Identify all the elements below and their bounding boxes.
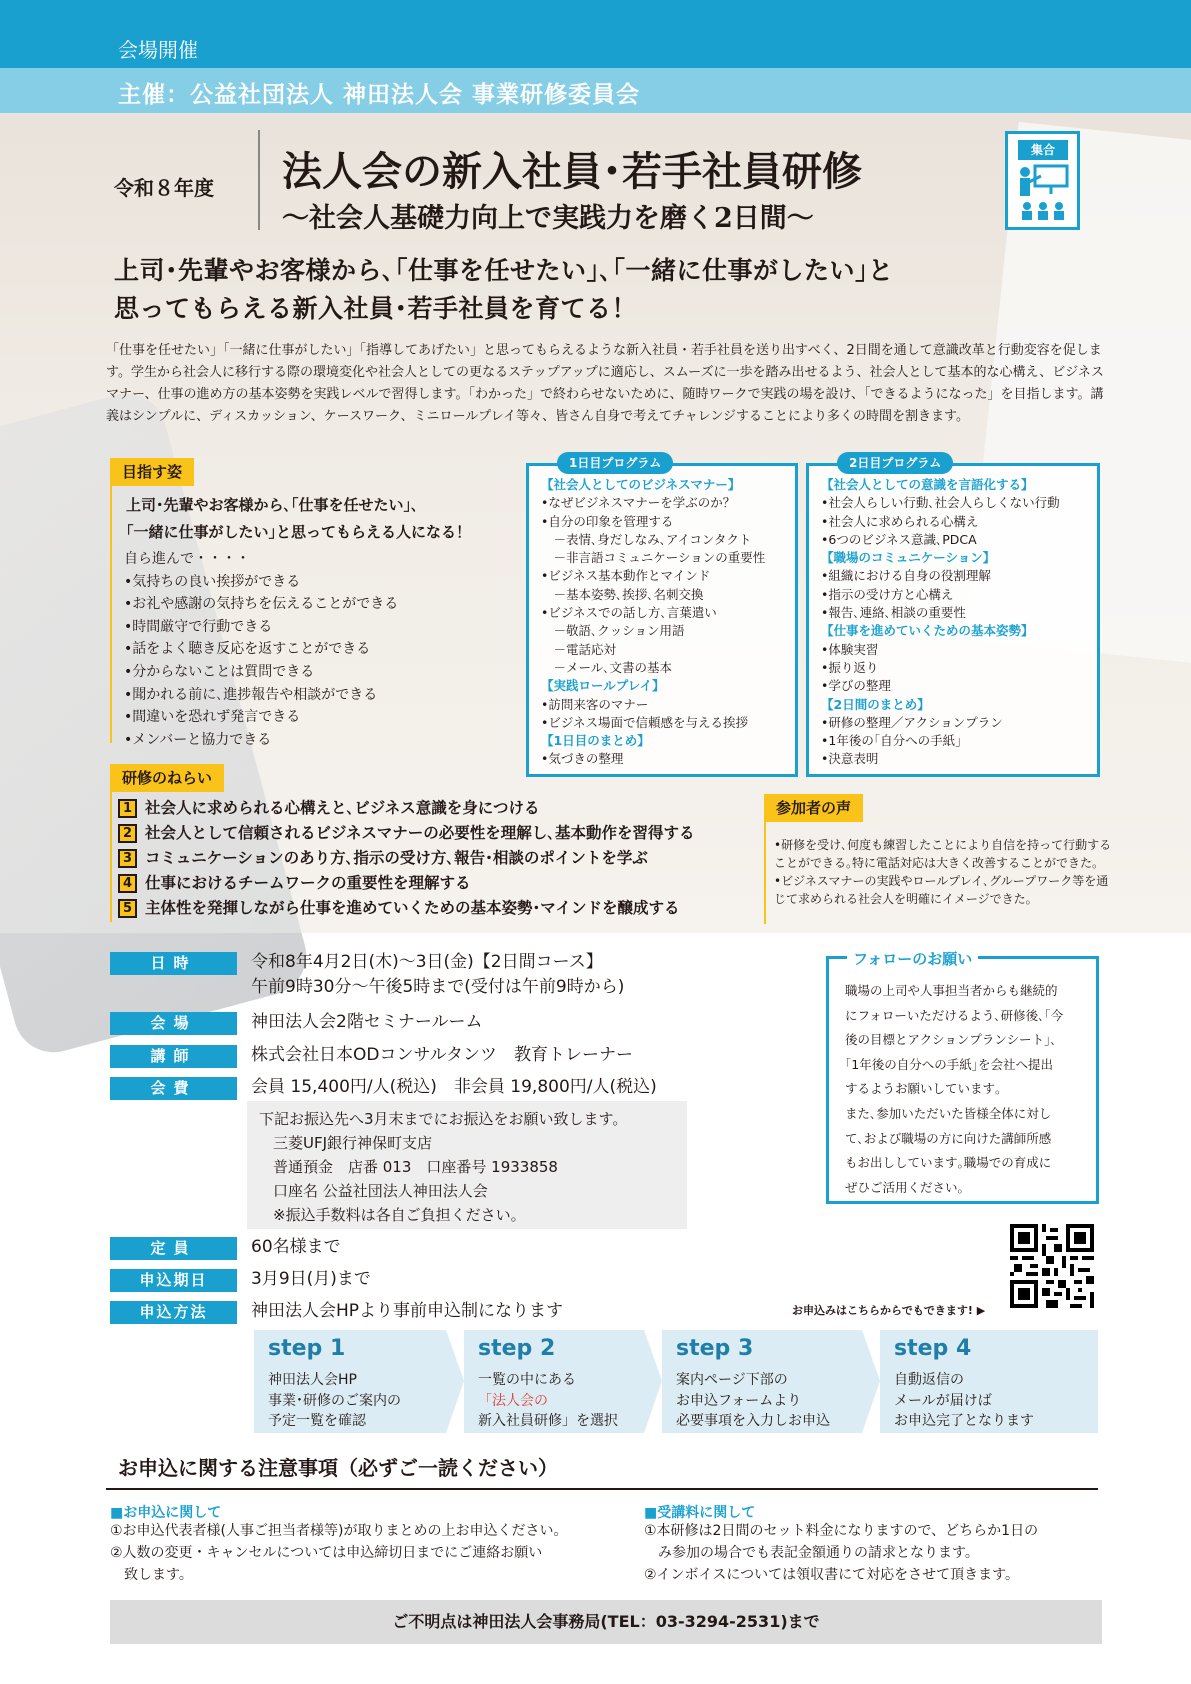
step-3: step 3 案内ページ下部の お申込フォームより 必要事項を入力しお申込 xyxy=(662,1330,862,1433)
page-subtitle: ～社会人基礎力向上で実践力を磨く2日間～ xyxy=(282,203,814,234)
program-item: •振り返り xyxy=(821,659,879,675)
goal-heading: 上司･先輩やお客様から､｢仕事を任せたい｣､ ｢一緒に仕事がしたい｣と思ってもらえる人になる！ xyxy=(126,496,472,541)
program-item: •指示の受け方と心構え xyxy=(821,586,954,602)
venue-label: 会場開催 xyxy=(118,38,198,62)
day2-program-box xyxy=(806,456,1100,777)
step-4: step 4 自動返信の メールが届けば お申込完了となります xyxy=(880,1330,1098,1433)
goal-list xyxy=(124,548,398,751)
voice-item: •ビジネスマナーの実践やロールプレイ､グループワーク等を通じて求められる社会人を明確にイメージできた｡ xyxy=(774,874,1109,906)
day1-list xyxy=(529,466,795,769)
contact-footer: ご不明点は神田法人会事務局(TEL：03-3294-2531)まで xyxy=(110,1600,1102,1644)
day2-tag: 2日目プログラム xyxy=(837,452,953,474)
program-item: •ビジネス基本動作とマインド xyxy=(541,568,711,584)
day2-list xyxy=(809,466,1097,769)
fee-label: 会費 xyxy=(110,1077,237,1100)
program-section-heading: 【職場のコミュニケーション】 xyxy=(821,550,996,566)
badge-label: 集合 xyxy=(1018,140,1068,160)
goal-item: •時間厳守で行動できる xyxy=(124,618,273,635)
program-item: •1年後の｢自分への手紙｣ xyxy=(821,733,962,749)
catch-copy: 上司･先輩やお客様から､｢仕事を任せたい｣､｢一緒に仕事がしたい｣と 思ってもらえる新入社員･若手社員を育てる！ xyxy=(114,256,894,323)
program-item: •社会人らしい行動､社会人らしくない行動 xyxy=(821,495,1060,511)
capacity-value: 60名様まで xyxy=(251,1237,341,1257)
goal-item: •気持ちの良い挨拶ができる xyxy=(124,573,301,590)
notes-left-body: ①お申込代表者様(人事ご担当者様等)が取りまとめの上お申込ください。 ②人数の変更・キャンセルについては申込締切日までにご連絡お願い 致します。 xyxy=(110,1523,568,1583)
aims-list xyxy=(118,796,694,921)
program-item: －非言語コミュニケーションの重要性 xyxy=(541,550,766,566)
step-1: step 1 神田法人会HP 事業･研修のご案内の 予定一覧を確認 xyxy=(254,1330,446,1433)
program-section-heading: 【実践ロールプレイ】 xyxy=(541,678,665,694)
notes-title: お申込に関する注意事項（必ずご一読ください） xyxy=(118,1456,558,1480)
seminar-icon xyxy=(1015,164,1071,222)
goal-item: •分からないことは質問できる xyxy=(124,663,315,680)
program-item: －メール､文書の基本 xyxy=(541,659,673,675)
top-bar xyxy=(0,0,1191,68)
program-item: •学びの整理 xyxy=(821,678,891,694)
program-item: •6つのビジネス意識､PDCA xyxy=(821,531,977,547)
qr-code[interactable] xyxy=(1010,1224,1094,1308)
step-2: step 2 一覧の中にある 「法人会の 新入社員研修」を選択 xyxy=(464,1330,644,1433)
follow-request-box: フォローのお願い 職場の上司や人事担当者からも継続的 にフォローいただけるよう､研修後､｢今 後の目標とアクションプランシート｣､ ｢1年後の自分への手紙｣を会社へ提出 するようお願いしています｡ また､参加いただいた皆様全体に対し て､および職場の方に向けた講師所感 もお出ししています｡職場での育成に ぜひご活用ください｡ xyxy=(826,956,1099,1204)
voice-tag: 参加者の声 xyxy=(764,794,863,822)
goal-tag: 目指す姿 xyxy=(110,458,194,486)
lecturer-value: 株式会社日本ODコンサルタンツ 教育トレーナー xyxy=(251,1045,633,1065)
notes-right-heading: ■受講料に関して xyxy=(644,1505,756,1521)
program-section-heading: 【2日間のまとめ】 xyxy=(821,696,930,712)
program-item: －基本姿勢､挨拶､名刺交換 xyxy=(541,586,704,602)
intro-paragraph: 「仕事を任せたい」「一緒に仕事がしたい」「指導してあげたい」と思ってもらえるような新入社員・若手社員を送り出すべく、2日間を通して意識改革と行動変容を促します。学生から社会人に移行する際の環境変化や社会人としての更なるステップアップに適応し、スムーズに一歩を踏み出せるよう、社会人として基本的な心構え、ビジネスマナー、仕事の進め方の基本姿勢を実践レベルで習得します。「わかった」で終わらせないために、随時ワークで実践の場を設け、「できるようになった」を目指します。講義はシンプルに、ディスカッション、ケースワーク、ミニロールプレイ等々、皆さん自身で考えてチャレンジすることにより多くの時間を割きます。 xyxy=(106,343,1104,424)
program-item: •気づきの整理 xyxy=(541,751,624,767)
method-value: 神田法人会HPより事前申込制になります xyxy=(251,1301,564,1321)
program-item: •自分の印象を管理する xyxy=(541,513,674,529)
aims-tag: 研修のねらい xyxy=(110,764,224,792)
aim-item: 4 仕事におけるチームワークの重要性を理解する xyxy=(118,871,694,896)
program-item: •ビジネスでの話し方､言葉遣い xyxy=(541,605,717,621)
program-item: •報告､連絡､相談の重要性 xyxy=(821,605,966,621)
notes-left-heading: ■お申込に関して xyxy=(110,1505,222,1521)
divider xyxy=(106,1488,1098,1490)
program-item: •なぜビジネスマナーを学ぶのか？ xyxy=(541,495,736,511)
deadline-value: 3月9日(月)まで xyxy=(251,1269,371,1289)
program-item: •社会人に求められる心構え xyxy=(821,513,979,529)
day1-program-box xyxy=(526,456,798,777)
goal-item: •話をよく聴き反応を返すことができる xyxy=(124,641,371,658)
program-item: •決意表明 xyxy=(821,751,879,767)
follow-title: フォローのお願い xyxy=(847,947,978,972)
organizer-bar xyxy=(0,68,1191,113)
goal-item: •聞かれる前に､進捗報告や相談ができる xyxy=(124,686,378,703)
program-section-heading: 【仕事を進めていくための基本姿勢】 xyxy=(821,623,1034,639)
program-item: •ビジネス場面で信頼感を与える挨拶 xyxy=(541,714,748,730)
program-item: •研修の整理／アクションプラン xyxy=(821,714,1003,730)
program-section-heading: 【1日目のまとめ】 xyxy=(541,733,650,749)
program-section-heading: 【社会人としての意識を言語化する】 xyxy=(821,477,1034,492)
bank-transfer-box: 下記お振込先へ3月末までにお振込をお願い致します。 三菱UFJ銀行神保町支店 普通預金 店番 013 口座番号 1933858 口座名 公益社団法人神田法人会 ※振込手数料は各自ご負担ください。 xyxy=(247,1101,687,1229)
capacity-label: 定員 xyxy=(110,1237,237,1260)
program-item: －表情､身だしなみ､アイコンタクト xyxy=(541,531,752,547)
voice-item: •研修を受け､何度も練習したことにより自信を持って行動することができる｡特に電話対応は大きく改善することができた｡ xyxy=(774,838,1112,870)
page-title: 法人会の新入社員･若手社員研修 xyxy=(282,148,862,195)
aim-item: 1 社会人に求められる心構えと､ビジネス意識を身につける xyxy=(118,796,694,821)
voice-list xyxy=(774,836,1114,908)
venue-label: 会場 xyxy=(110,1012,237,1035)
program-section-heading: 【社会人としてのビジネスマナー】 xyxy=(541,477,741,492)
fee-value: 会員 15,400円/人(税込) 非会員 19,800円/人(税込) xyxy=(251,1077,657,1097)
deadline-label: 申込期日 xyxy=(110,1269,237,1292)
qr-note: お申込みはこちらからでもできます! ▶ xyxy=(792,1304,986,1317)
venue-value: 神田法人会2階セミナールーム xyxy=(251,1012,483,1032)
program-item: －電話応対 xyxy=(541,641,617,657)
lecturer-label: 講師 xyxy=(110,1045,237,1068)
date-value: 令和8年4月2日(木)～3日(金)【2日間コース】 午前9時30分～午後5時まで(受付は午前9時から) xyxy=(251,952,625,997)
fiscal-year: 令和８年度 xyxy=(114,176,214,200)
date-label: 日時 xyxy=(110,952,237,975)
goal-item: •メンバーと協力できる xyxy=(124,731,272,748)
aim-item: 2 社会人として信頼されるビジネスマナーの必要性を理解し､基本動作を習得する xyxy=(118,821,694,846)
notes-right-body: ①本研修は2日間のセット料金になりますので、どちらか1日の み参加の場合でも表記金額通りの請求となります。 ②インボイスについては領収書にて対応をさせて頂きます。 xyxy=(644,1523,1039,1583)
program-item: •訪問来客のマナー xyxy=(541,696,649,712)
method-label: 申込方法 xyxy=(110,1301,237,1324)
goal-lead: 自ら進んで・・・・ xyxy=(124,551,250,567)
title-divider xyxy=(258,130,260,230)
in-person-badge xyxy=(1005,131,1080,230)
organizer-text: 主催：公益社団法人 神田法人会 事業研修委員会 xyxy=(118,82,641,108)
goal-item: •間違いを恐れず発言できる xyxy=(124,709,301,726)
program-item: •組織における自身の役割理解 xyxy=(821,568,991,584)
aim-item: 3 コミュニケーションのあり方､指示の受け方､報告･相談のポイントを学ぶ xyxy=(118,846,694,871)
program-item: －敬語､クッション用語 xyxy=(541,623,685,639)
aim-item: 5 主体性を発揮しながら仕事を進めていくための基本姿勢･マインドを醸成する xyxy=(118,896,694,921)
day1-tag: 1日目プログラム xyxy=(557,452,673,474)
goal-item: •お礼や感謝の気持ちを伝えることができる xyxy=(124,596,399,613)
program-item: •体験実習 xyxy=(821,641,879,657)
